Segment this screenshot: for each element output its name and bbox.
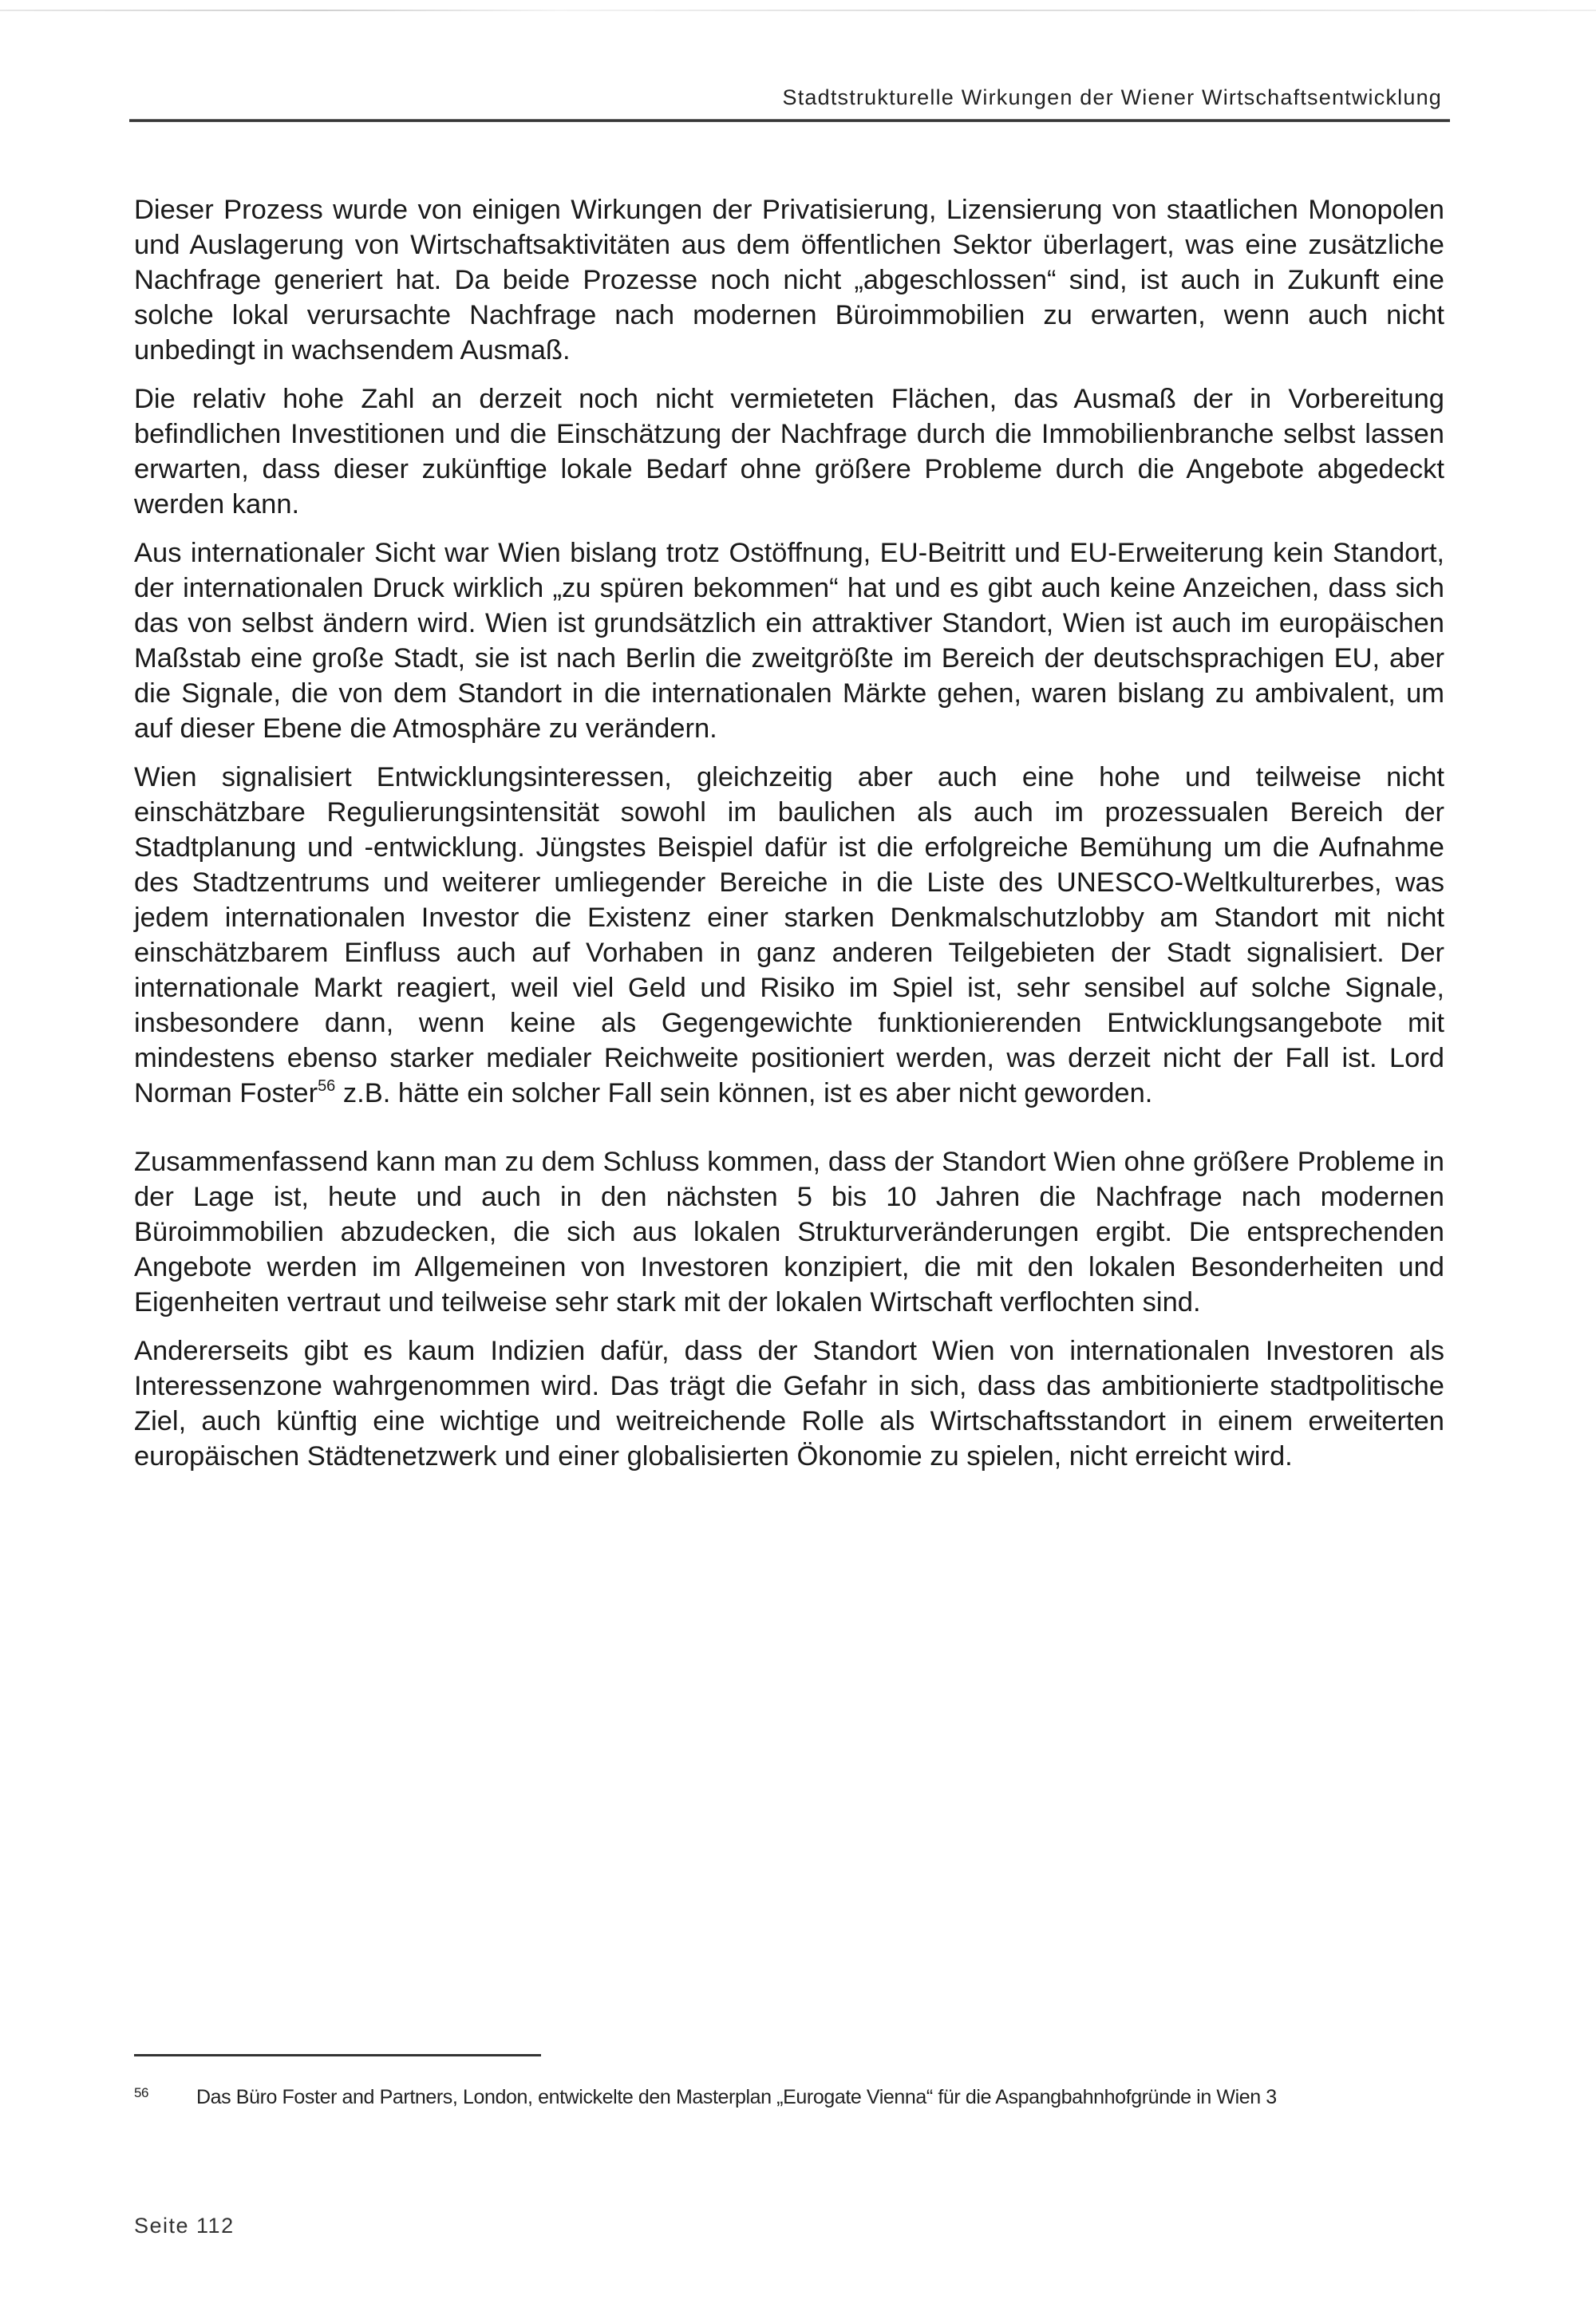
header-rule (129, 119, 1450, 122)
paragraph-2: Die relativ hohe Zahl an derzeit noch nicht vermieteten Flächen, das Ausmaß der in Vorbereitung befindlichen Investitionen und die Einschätzung der Nachfrage durch die Immobilienbranche selbst lassen erwarten, dass dieser zukünftige lokale Bedarf ohne größere Probleme durch die Angebote abgedeckt werden kann. (134, 384, 1444, 519)
footnote-text: Das Büro Foster and Partners, London, entwickelte den Masterplan „Eurogate Vienna“ für die Aspangbahnhofgründe in Wien 3 (196, 2086, 1277, 2108)
paragraph-4 (134, 760, 1444, 1111)
scan-artifact-line (0, 10, 1596, 11)
paragraph-4-text: Wien signalisiert Entwicklungsinteressen, gleichzeitig aber auch eine hohe und teilweise nicht einschätzbare Regulierungsintensität sowohl im baulichen als auch im prozessualen Bereich der Stadtplanung und -entwicklung. Jüngstes Beispiel dafür ist die erfolgreiche Bemühung um die Aufnahme des Stadtzentrums und weiterer umliegender Bereiche in die Liste des UNESCO-Weltkulturerbes, was jedem internationalen Investor die Existenz einer starken Denkmalschutzlobby am Standort mit nicht einschätzbarem Einfluss auch auf Vorhaben in ganz anderen Teilgebieten der Stadt signalisiert. Der internationale Markt reagiert, weil viel Geld und Risiko im Spiel ist, sehr sensibel auf solche Signale, insbesondere dann, wenn keine als Gegengewichte funktionierenden Entwicklungsangebote mit mindestens ebenso starker medialer Reichweite positioniert werden, was derzeit nicht der Fall ist. Lord Norman Foster (134, 762, 1444, 1108)
footnote-56 (134, 2086, 1451, 2109)
paragraph-3: Aus internationaler Sicht war Wien bislang trotz Ostöffnung, EU-Beitritt und EU-Erweiterung kein Standort, der internationalen Druck wirklich „zu spüren bekommen“ hat und es gibt auch keine Anzeichen, dass sich das von selbst ändern wird. Wien ist grundsätzlich ein attraktiver Standort, Wien ist auch im europäischen Maßstab eine große Stadt, sie ist nach Berlin die zweitgrößte im Bereich der deutschsprachigen EU, aber die Signale, die von dem Standort in die internationalen Märkte gehen, waren bislang zu ambivalent, um auf dieser Ebene die Atmosphäre zu verändern. (134, 538, 1444, 744)
footnote-number: 56 (134, 2085, 149, 2100)
paragraph-6: Andererseits gibt es kaum Indizien dafür, dass der Standort Wien von internationalen Investoren als Interessenzone wahrgenommen wird. Das trägt die Gefahr in sich, dass das ambitionierte stadtpolitische Ziel, auch künftig eine wichtige und weitreichende Rolle als Wirtschaftsstandort in einem erweiterten europäischen Städtenetzwerk und einer globalisierten Ökonomie zu spielen, nicht erreicht wird. (134, 1336, 1444, 1472)
paragraph-1: Dieser Prozess wurde von einigen Wirkungen der Privatisierung, Lizensierung von staatlichen Monopolen und Auslagerung von Wirtschaftsaktivitäten aus dem öffentlichen Sektor überlagert, was eine zusätzliche Nachfrage generiert hat. Da beide Prozesse noch nicht „abgeschlossen“ sind, ist auch in Zukunft eine solche lokal verursachte Nachfrage nach modernen Büroimmobilien zu erwarten, wenn auch nicht unbedingt in wachsendem Ausmaß. (134, 195, 1444, 365)
running-header (129, 84, 1450, 122)
footnote-separator (134, 2054, 541, 2056)
running-header-title: Stadtstrukturelle Wirkungen der Wiener Wirtschaftsentwicklung (782, 85, 1442, 109)
paragraph-4-tail: z.B. hätte ein solcher Fall sein können, ist es aber nicht geworden. (335, 1078, 1153, 1108)
page-number: Seite 112 (134, 2214, 235, 2238)
body-text (134, 192, 1444, 1487)
footnote-reference-56[interactable]: 56 (318, 1077, 336, 1095)
paragraph-5: Zusammenfassend kann man zu dem Schluss kommen, dass der Standort Wien ohne größere Probleme in der Lage ist, heute und auch in den nächsten 5 bis 10 Jahren die Nachfrage nach modernen Büroimmobilien abzudecken, die sich aus lokalen Strukturveränderungen ergibt. Die entsprechenden Angebote werden im Allgemeinen von Investoren konzipiert, die mit den lokalen Besonderheiten und Eigenheiten vertraut und teilweise sehr stark mit der lokalen Wirtschaft verflochten sind. (134, 1147, 1444, 1317)
